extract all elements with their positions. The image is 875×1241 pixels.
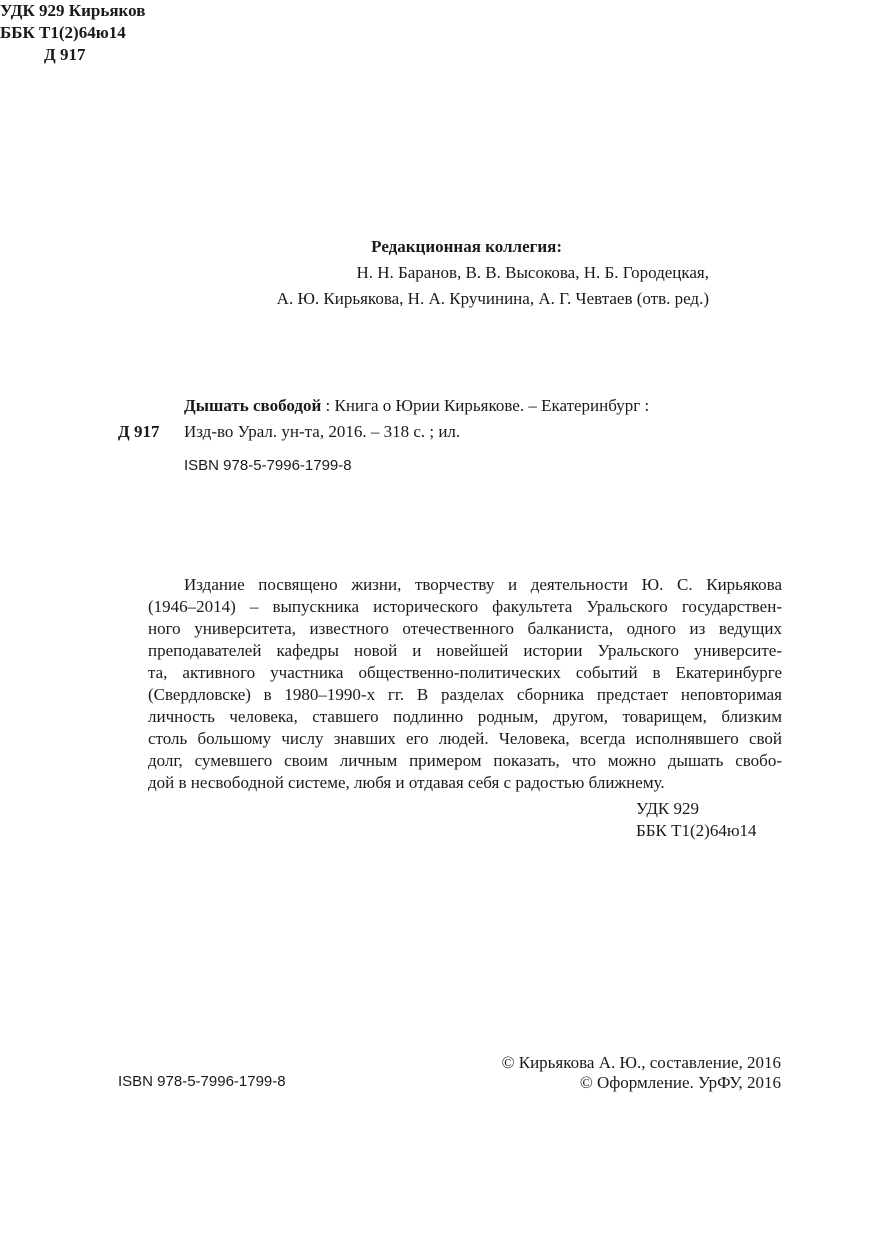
bibliographic-description	[118, 393, 782, 479]
biblio-spacer	[118, 453, 184, 479]
annotation-line: (1946–2014) – выпускника исторического факультета Уральского государствен-	[148, 597, 782, 616]
annotation-line: (Свердловске) в 1980–1990-х гг. В разделах сборника предстает неповторимая	[148, 685, 782, 704]
classification-block	[0, 0, 875, 66]
biblio-author-mark: Д 917	[118, 422, 160, 441]
book-title: Дышать свободой	[184, 396, 322, 415]
annotation-line: преподавателей кафедры новой и новейшей истории Уральского университе-	[148, 641, 782, 660]
index-bbk: ББК Т1(2)64ю14	[636, 821, 757, 840]
author-mark: Д 917	[44, 45, 86, 64]
index-udk: УДК 929	[636, 799, 700, 818]
annotation-line: та, активного участника общественно-политических событий в Екатеринбурге	[148, 663, 782, 682]
annotation-line: личность человека, ставшего подлинно родным, другом, товарищем, близким	[148, 707, 782, 726]
annotation-line: долг, сумевшего своим личным примером показать, что можно дышать свобо-	[148, 751, 782, 770]
biblio-row	[118, 393, 782, 419]
book-subtitle: : Книга о Юрии Кирьякове. – Екатеринбург :	[321, 396, 650, 415]
annotation-line: дой в несвободной системе, любя и отдавая себя с радостью ближнему.	[148, 773, 665, 792]
footer-isbn: ISBN 978-5-7996-1799-8	[118, 1073, 286, 1090]
editorial-board-heading: Редакционная коллегия:	[371, 237, 562, 256]
bbk-code: ББК Т1(2)64ю14	[0, 23, 126, 42]
udk-code: УДК 929 Кирьяков	[0, 1, 146, 20]
copyright-block	[502, 1053, 781, 1093]
biblio-spacer	[118, 393, 184, 419]
biblio-row	[118, 453, 782, 479]
editorial-board-line: А. Ю. Кирьякова, Н. А. Кручинина, А. Г. Чевтаев (отв. ред.)	[276, 289, 709, 308]
biblio-row	[118, 419, 782, 445]
biblio-title-line	[184, 393, 782, 419]
editorial-board-line: Н. Н. Баранов, В. В. Высокова, Н. Б. Городецкая,	[356, 263, 709, 282]
biblio-publisher-line: Изд-во Урал. ун-та, 2016. – 318 с. ; ил.	[184, 422, 461, 441]
annotation-line: ного университета, известного отечественного балканиста, одного из ведущих	[148, 619, 782, 638]
annotation-paragraph	[148, 574, 782, 794]
annotation-line: столь большому числу знавших его людей. Человека, всегда исполнявшего свой	[148, 729, 782, 748]
index-codes	[636, 798, 757, 842]
copyright-design: © Оформление. УрФУ, 2016	[579, 1073, 781, 1092]
copyright-compiler: © Кирьякова А. Ю., составление, 2016	[501, 1053, 781, 1072]
editorial-board	[277, 234, 709, 312]
biblio-isbn: ISBN 978-5-7996-1799-8	[184, 457, 352, 474]
annotation-line: Издание посвящено жизни, творчеству и деятельности Ю. С. Кирьякова	[184, 575, 782, 594]
